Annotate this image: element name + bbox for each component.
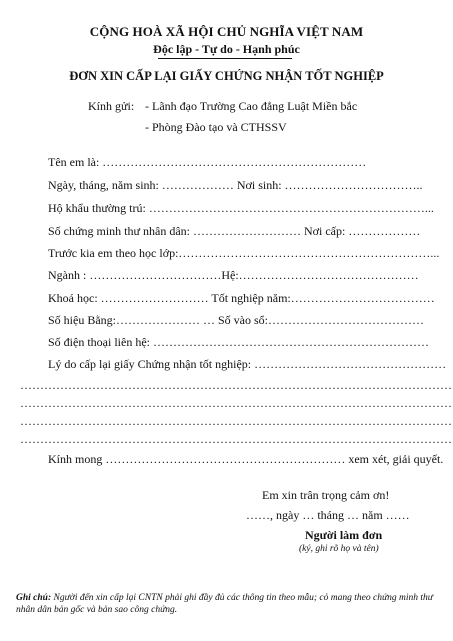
footer-note — [16, 593, 441, 616]
note-label: Ghi chú: — [16, 593, 52, 603]
field-reason: Lý do cấp lại giấy Chứng nhận tốt nghiệp: ………………………………………… — [48, 357, 447, 371]
note-text: Người đến xin cấp lại CNTN phải ghi đầy đủ các thông tin theo mẫu; cỏ mang theo chứng minh thư nhân dân bản gốc và bản sao công chứng. — [16, 593, 433, 615]
field-diploma-number: Số hiệu Bằng:………………… … Số vào sổ:………………………………… — [48, 313, 425, 327]
document-title: ĐƠN XIN CẤP LẠI GIẤY CHỨNG NHẬN TỐT NGHIỆP — [69, 69, 384, 83]
signer-title: Người làm đơn — [305, 528, 383, 542]
recipient-prefix: Kính gửi: — [88, 99, 135, 113]
recipient-line-1: - Lãnh đạo Trường Cao đẳng Luật Miền bắc — [145, 99, 358, 113]
dotted-line: ……………………………………………………………………………………………… — [20, 378, 452, 392]
thanks-text: Em xin trân trọng cảm ơn! — [262, 488, 390, 502]
field-course: Khoá học: ……………………… Tốt nghiệp năm:……………………………… — [48, 291, 435, 305]
dotted-line: ……………………………………………………………………………………………… — [20, 396, 452, 410]
field-residence: Hộ khẩu thường trú: ……………………………………………………………... — [48, 201, 434, 215]
signer-note: (ký, ghi rõ họ và tên) — [299, 544, 379, 554]
field-phone: Số điện thoại liên hệ: …………………………………………………………… — [48, 335, 429, 349]
date-line: ……, ngày … tháng … năm …… — [246, 508, 410, 522]
motto: Độc lập - Tự do - Hạnh phúc — [153, 42, 300, 56]
nation-header: CỘNG HOÀ XÃ HỘI CHỦ NGHĨA VIỆT NAM — [89, 24, 364, 39]
dotted-line: ……………………………………………………………………………………………… — [20, 432, 452, 446]
request-line: Kính mong …………………………………………………… xem xét, giải quyết. — [48, 452, 444, 466]
motto-underline — [158, 58, 292, 59]
field-previous-class: Trước kia em theo học lớp:………………………………………………………... — [48, 246, 440, 260]
recipient-line-2: - Phòng Đào tạo và CTHSSV — [145, 120, 287, 134]
field-major: Ngành : ……………………………Hệ:……………………………………… — [48, 268, 419, 282]
field-birth: Ngày, tháng, năm sinh: ……………… Nơi sinh: …………………………….. — [48, 178, 423, 192]
field-id-card: Số chứng minh thư nhân dân: ……………………… Nơi cấp: ……………… — [48, 224, 421, 238]
field-name: Tên em là: ………………………………………………………… — [48, 155, 367, 169]
dotted-line: ……………………………………………………………………………………………… — [20, 414, 452, 428]
